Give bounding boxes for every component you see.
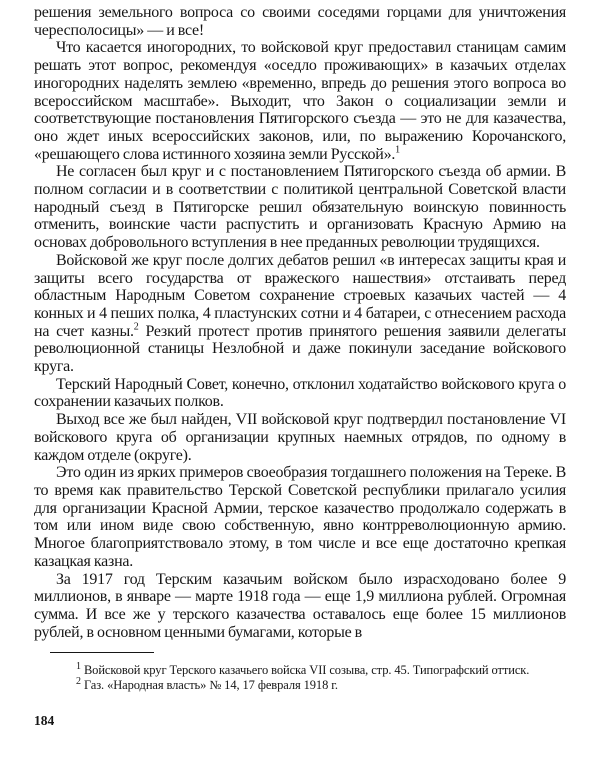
footnote-2-text: Газ. «Народная власть» № 14, 17 февраля 1918 г. xyxy=(83,678,338,692)
footnotes xyxy=(34,660,566,693)
footnote-divider xyxy=(50,652,154,653)
page-number: 184 xyxy=(34,713,55,728)
paragraph-6 xyxy=(34,411,566,464)
paragraph-3 xyxy=(34,163,566,252)
paragraph-4-text: Войсковой же круг после долгих дебатов решил «в интересах защиты края и защиты всего государства от вражеского нашествия» отстаивать перед областным Народным Советом сохранение строевых казачьих частей — 4 конных и 4 пеших полка, 4 пластунских сотни и 4 батареи, с отнесением расхода на счет казны. xyxy=(34,251,566,340)
paragraph-8-text: За 1917 год Терским казачьим войском было израсходовано более 9 миллионов, в январе — марте 1918 года — еще 1,9 миллиона рублей. Огромная сумма. И все же у терского казачества оставалось еще более 15 миллионов рублей, в основном ценными бумагами, которые в xyxy=(34,570,566,641)
paragraph-5 xyxy=(34,376,566,411)
paragraph-7 xyxy=(34,464,566,570)
footnote-2-marker: 2 xyxy=(76,675,81,687)
paragraph-2-text: Что касается иногородних, то войсковой круг предоставил станицам самим решать этот вопрос, рекомендуя «оседло проживающих» в казачьих отделах иногородних наделять землею «временно, впредь до решения этого вопроса во всероссийском масштабе». Выходит, что Закон о социализации земли и соответствующие постановления Пятигорского съезда — это не для казачества, оно ждет иных всероссийских законов, или, по выражению Корочанского, «решающего слова истинного хозяина земли Русской». xyxy=(34,39,566,163)
paragraph-2 xyxy=(34,39,566,163)
paragraph-6-text: Выход все же был найден, VII войсковой круг подтвердил постановление VI войскового круга об организации крупных наемных отрядов, по одному в каждом отделе (округе). xyxy=(34,411,566,464)
footnote-1 xyxy=(34,660,566,678)
paragraph-7-text: Это один из ярких примеров своеобразия тогдашнего положения на Тереке. В то время как правительство Терской Советской республики прилагало усилия для организации Красной Армии, терское казачество продолжало содержать в том или ином виде свою собственную, явно контрреволюционную армию. Многое благоприятствовало этому, в том числе и все еще достаточно крепкая казацкая казна. xyxy=(34,464,566,570)
paragraph-1-text: решения земельного вопроса со своими соседями горцами для уничтожения чересполосицы» — и все! xyxy=(34,4,566,39)
paragraph-4-text-after-ref: Резкий протест против принятого решения заявили делегаты революционной станицы Незлобной и даже покинули заседание войскового круга. xyxy=(34,322,566,376)
paragraph-5-text: Терский Народный Совет, конечно, отклонил ходатайство войскового круга о сохранении казачьих полков. xyxy=(34,375,566,411)
paragraph-1 xyxy=(34,4,566,39)
footnote-1-text: Войсковой круг Терского казачьего войска VII созыва, стр. 45. Типографский оттиск. xyxy=(83,663,530,677)
footnote-ref-1: 1 xyxy=(395,144,400,156)
paragraph-4 xyxy=(34,252,566,376)
body-text xyxy=(34,4,566,641)
footnote-1-marker: 1 xyxy=(76,660,81,672)
footnote-2 xyxy=(34,675,566,693)
paragraph-3-text: Не согласен был круг и с постановлением Пятигорского съезда об армии. В полном согласии и в соответствии с политикой центральной Советской власти народный съезд в Пятигорске решил обязательную воинскую повинность отменить, воинские части распустить и организовать Красную Армию на основах добровольного вступления в нее преданных революции трудящихся. xyxy=(34,163,566,252)
paragraph-8 xyxy=(34,571,566,642)
footnote-ref-2: 2 xyxy=(133,321,139,333)
